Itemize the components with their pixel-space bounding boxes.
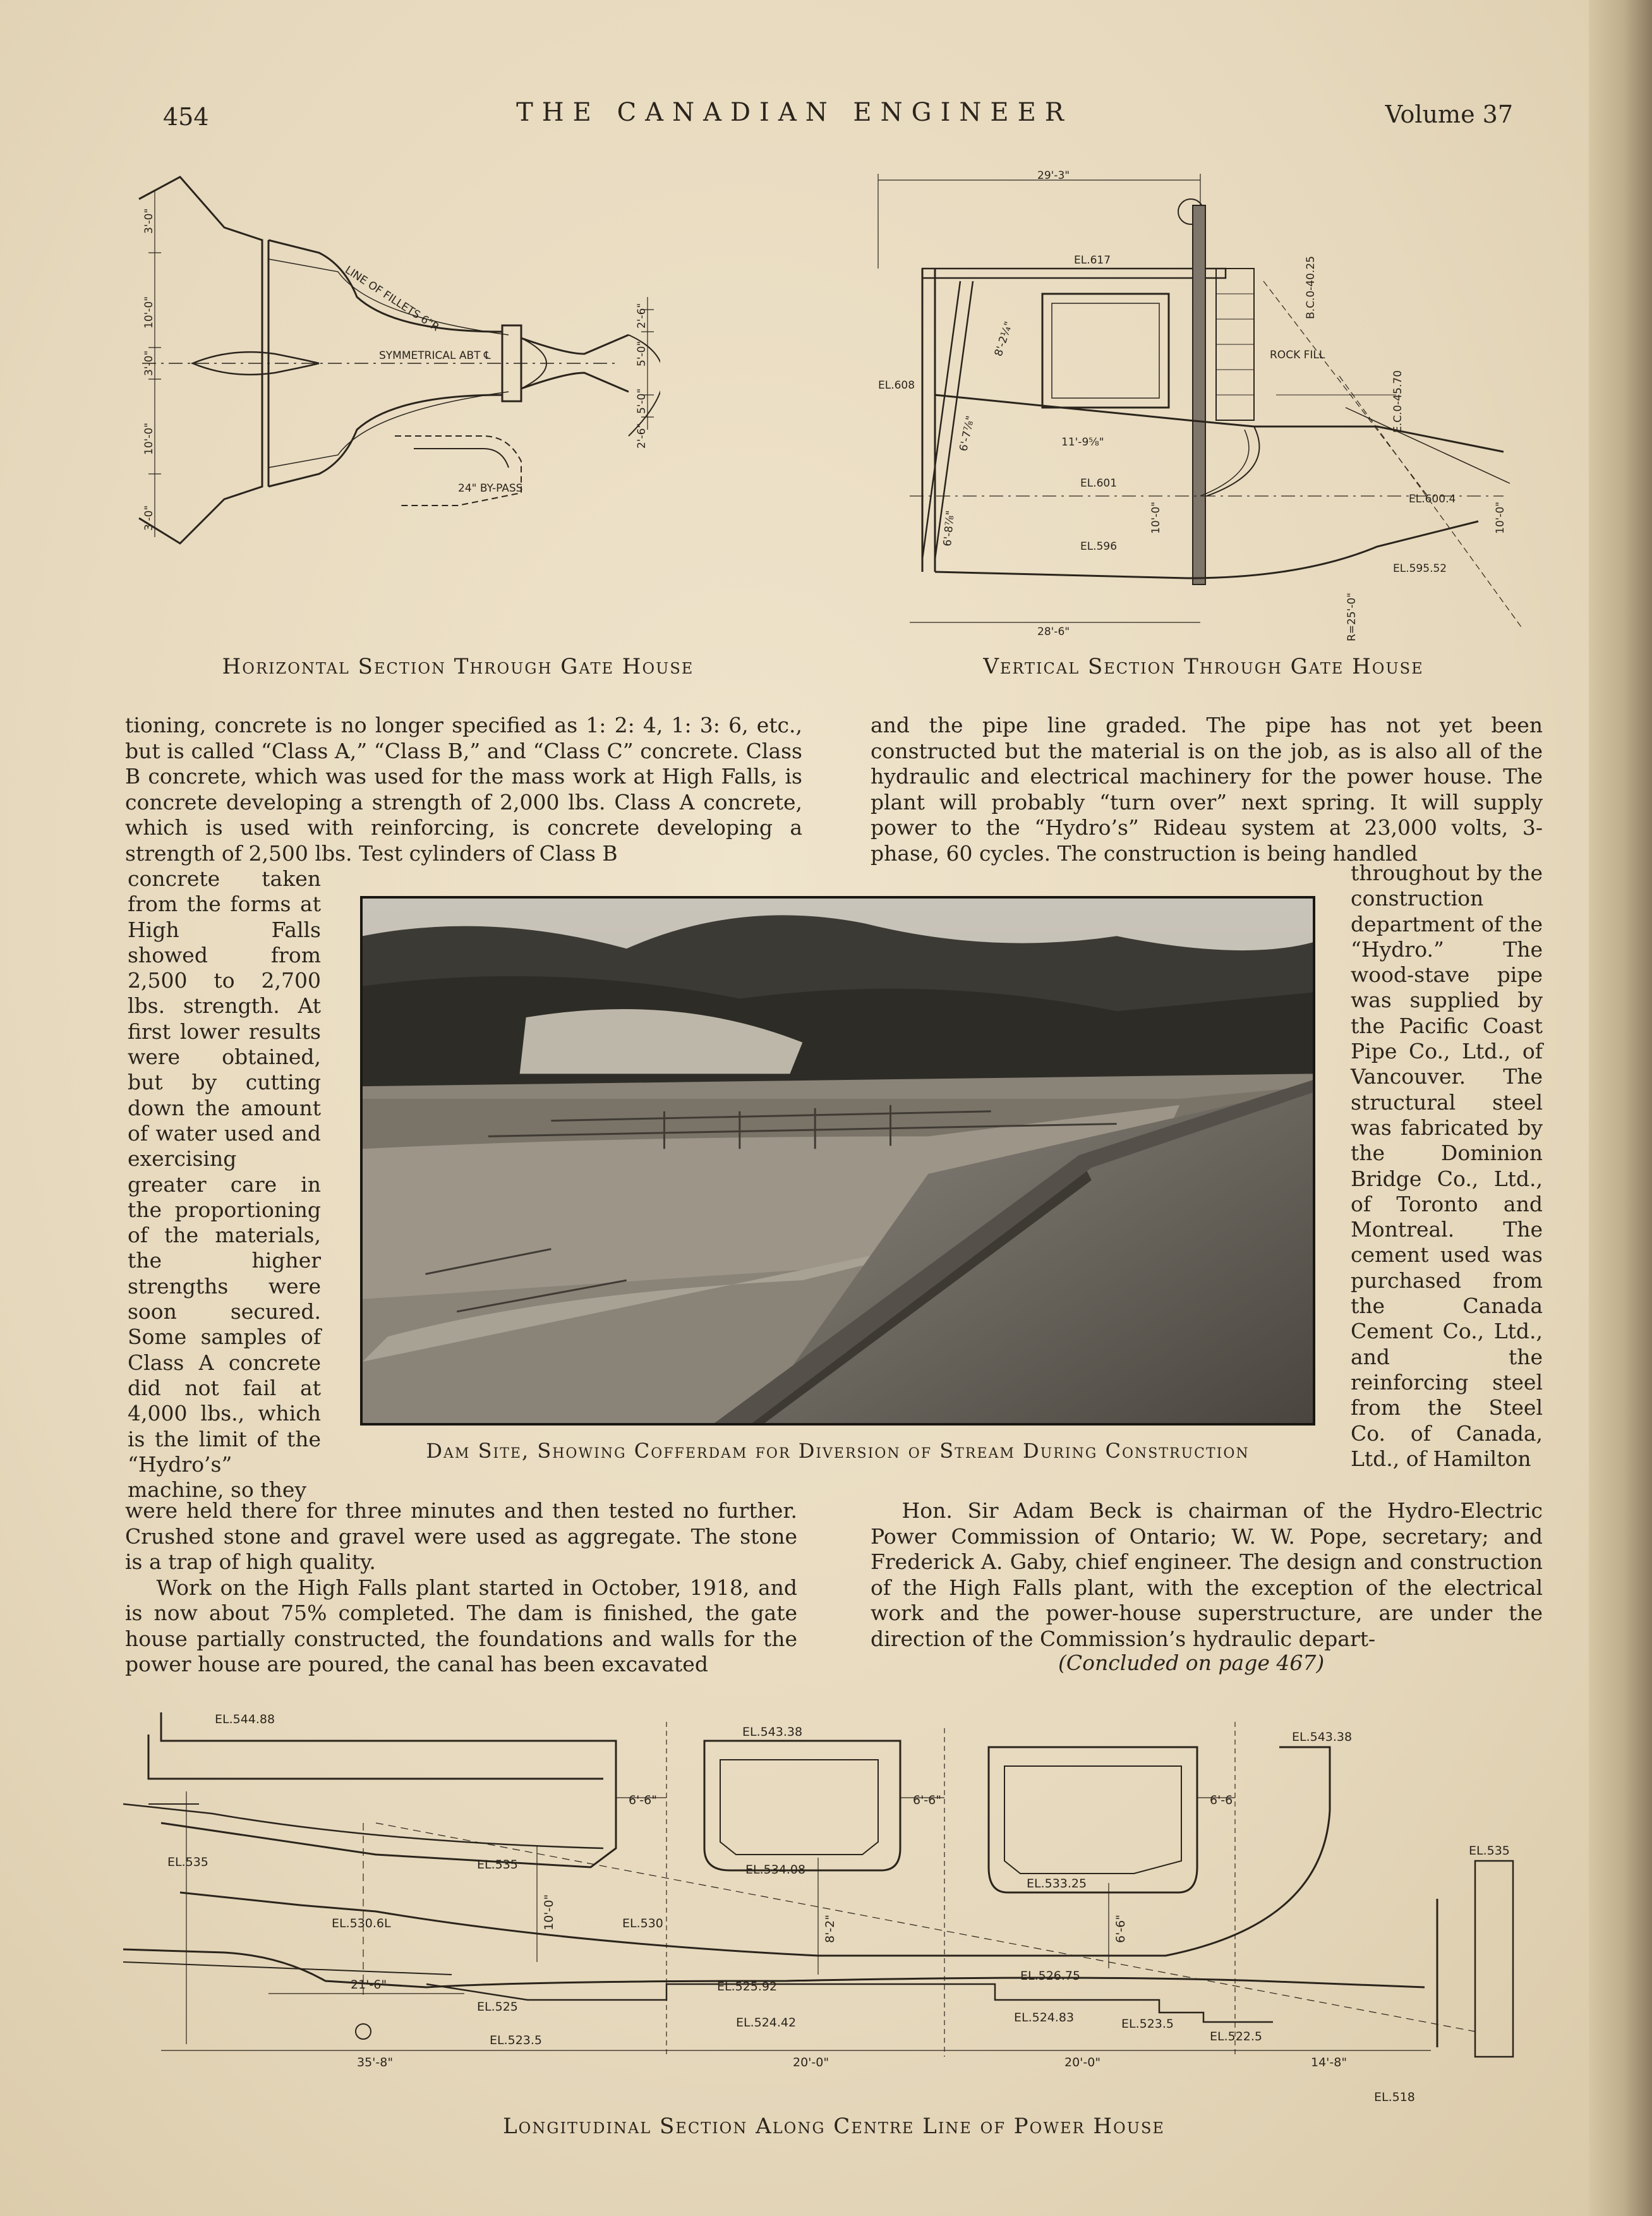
right-narrow-text: throughout by the construction department of the “Hydro.” The wood-stave pipe was supplied by the Pacific Coast Pipe Co., Ltd., of Vancouver. The structural steel was fabricated by the Dominion Bridge Co., Ltd., of Toronto and Montreal. The cement used was purchased from the Canada Cement Co., Ltd., and the reinforcing steel from the Steel Co. of Canada, Ltd., of Hamilton: [1351, 861, 1543, 1471]
ls-dim-35-8: 35'-8": [357, 2056, 394, 2069]
label-symmetrical: SYMMETRICAL ABT ℄: [379, 349, 491, 362]
ls-dim-20-0b: 20'-0": [1064, 2056, 1101, 2069]
ls-dim-20-0a: 20'-0": [793, 2056, 829, 2069]
ls-el-535a: EL.535: [167, 1855, 208, 1869]
vs-el-600: EL.600.4: [1409, 493, 1456, 506]
vs-dim-10-0: 10'-0": [1150, 501, 1162, 534]
ls-el-524b: EL.524.83: [1014, 2011, 1075, 2025]
left-column-top-text: tioning, concrete is no longer specified as 1: 2: 4, 1: 3: 6, etc., but is called “Class A,” “Class B,” and “Class C” concrete. Class B concrete, which was used for the mass work at High Falls, is concrete developing a strength of 2,000 lbs. Class A concrete, which is used with reinforcing, is concrete developing a strength of 2,500 lbs. Test cylinders of Class B: [125, 713, 802, 866]
ls-el-534: EL.534.08: [745, 1863, 806, 1877]
vs-dim-6-7: 6'-7⅞": [957, 415, 977, 453]
dim-2-6-bot: 2'-6": [636, 423, 648, 449]
ls-dim-6-6b: 6'-6": [913, 1793, 941, 1807]
ls-el-533: EL.533.25: [1027, 1877, 1087, 1891]
vs-el-595: EL.595.52: [1393, 562, 1447, 575]
vs-ec: E.C.0-45.70: [1392, 370, 1404, 433]
vs-dim-10-0-b: 10'-0": [1494, 501, 1507, 534]
ls-el-530b: EL.530: [622, 1916, 663, 1930]
ls-dim-6-6a: 6'-6": [629, 1793, 657, 1807]
ls-dim-6-6v: 6'-6": [1114, 1915, 1128, 1943]
right-column-bottom-text: Hon. Sir Adam Beck is chairman of the Hydro-Electric Power Commission of Ontario; W. W. Pope, secretary; and Frederick A. Gaby, chief engineer. The design and construction of the High Falls plant, with the exception of the electrical work and the power-house superstructure, are under the direction of the Commission’s hydraulic depart-: [871, 1498, 1543, 1651]
vs-dim-11-9: 11'-9⅝": [1061, 436, 1104, 449]
vs-bc: B.C.0-40.25: [1305, 256, 1317, 319]
ls-el-526: EL.526.75: [1020, 1969, 1081, 1983]
ls-dim-10-0: 10'-0": [542, 1894, 556, 1930]
journal-title: THE CANADIAN ENGINEER: [516, 98, 1073, 127]
book-spine-shadow: [1589, 0, 1652, 2216]
dim-10-0-bot: 10'-0": [143, 422, 155, 455]
page-header: [0, 98, 1589, 136]
ls-dim-6-6c: 6'-6: [1210, 1793, 1233, 1807]
dim-2-6-top: 2'-6": [636, 303, 648, 329]
ls-el-522: EL.522.5: [1210, 2030, 1263, 2043]
dim-3-0-bot: 3'-0": [143, 505, 155, 531]
vs-rock-fill: ROCK FILL: [1270, 349, 1325, 361]
volume-label: Volume 37: [1385, 100, 1513, 128]
dam-site-photo: [360, 896, 1315, 1426]
concluded-note: (Concluded on page 467): [1058, 1650, 1325, 1675]
ls-el-525: EL.525.92: [717, 1980, 778, 1994]
vs-el-608: EL.608: [878, 379, 915, 392]
ls-el-523b: EL.523.5: [1121, 2017, 1174, 2031]
left-column-bottom-text: were held there for three minutes and then tested no further. Crushed stone and gravel were used as aggregate. The stone is a trap of high quality. Work on the High Falls plant started in October, 1918, and is now about 75% completed. The dam is finished, the gate house partially constructed, the foundations and walls for the power house are poured, the canal has been excavated: [125, 1498, 797, 1676]
vs-width-bot: 28'-6": [1037, 626, 1070, 638]
ls-el-543b: EL.543.38: [1292, 1730, 1353, 1744]
ls-el-523: EL.523.5: [490, 2033, 543, 2047]
caption-dam-site-photo: Dam Site, Showing Cofferdam for Diversion of Stream During Construction: [426, 1439, 1250, 1463]
vs-dim-6-8: 6'-8⅞": [941, 510, 957, 547]
horizontal-section-drawing: [130, 164, 660, 657]
ls-el-525b: EL.525: [477, 2000, 518, 2014]
ls-el-518: EL.518: [1374, 2090, 1415, 2104]
dim-10-0-top: 10'-0": [143, 296, 155, 329]
ls-el-524a: EL.524.42: [736, 2016, 797, 2030]
ls-el-535c: EL.535: [1469, 1844, 1510, 1858]
dim-5-0-a: 5'-0": [636, 341, 648, 366]
vertical-section-drawing: [872, 167, 1548, 648]
caption-vertical-section: Vertical Section Through Gate House: [983, 654, 1424, 679]
ls-el-530: EL.530.6L: [332, 1916, 391, 1930]
ls-el-544: EL.544.88: [215, 1712, 275, 1726]
ls-dim-14-8: 14'-8": [1311, 2056, 1348, 2069]
label-fillets: LINE OF FILLETS 6"R: [342, 263, 442, 334]
ls-dim-8-2: 8'-2": [823, 1915, 837, 1943]
left-narrow-text: concrete taken from the forms at High Falls showed from 2,500 to 2,700 lbs. strength. At first lower results were obtained, but by cutting down the amount of water used and exercising greater care in the proportioning of the materials, the higher strengths were soon secured. Some samples of Class A concrete did not fail at 4,000 lbs., which is the limit of the “Hydro’s” machine, so they: [128, 866, 321, 1503]
page-number: 454: [163, 103, 209, 131]
ls-el-543a: EL.543.38: [742, 1725, 803, 1739]
right-column-top-text: and the pipe line graded. The pipe has not yet been constructed but the material is on the job, as is also all of the hydraulic and electrical machinery for the power house. The plant will probably “turn over” next spring. It will supply power to the “Hydro’s” Rideau system at 23,000 volts, 3-phase, 60 cycles. The construction is being handled: [871, 713, 1543, 866]
vs-dim-8-2: 8'-2¼": [992, 320, 1016, 358]
longitudinal-section-drawing: [123, 1703, 1551, 2107]
label-bypass: 24" BY-PASS: [458, 482, 523, 495]
ls-dim-21-6: 21'-6": [351, 1978, 387, 1992]
caption-longitudinal-section: Longitudinal Section Along Centre Line of Power House: [503, 2114, 1165, 2139]
dim-3-0-top: 3'-0": [143, 208, 155, 234]
vs-radius: R=25'-0": [1346, 592, 1358, 641]
dim-5-0-b: 5'-0": [636, 388, 648, 414]
vs-width-top: 29'-3": [1037, 169, 1070, 182]
vs-el-596: EL.596: [1080, 540, 1118, 553]
vs-el-617: EL.617: [1074, 254, 1111, 267]
ls-el-535b: EL.535: [477, 1858, 518, 1872]
dim-3-0-mid: 3'-0": [143, 350, 155, 376]
caption-horizontal-section: Horizontal Section Through Gate House: [222, 654, 694, 679]
vs-el-601: EL.601: [1080, 477, 1118, 490]
